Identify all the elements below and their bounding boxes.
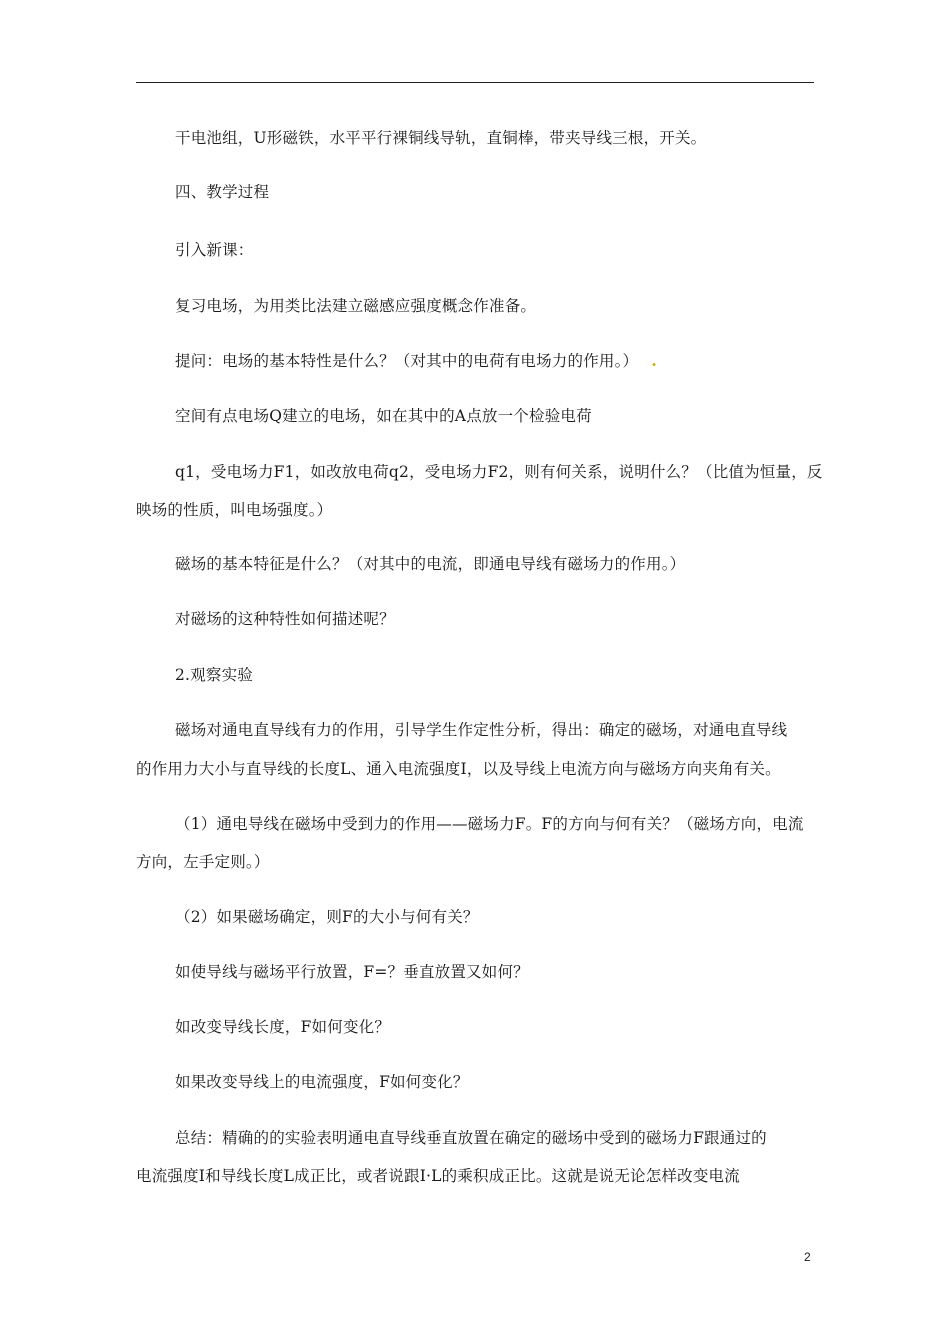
charge-force-question-line2: 映场的性质，叫电场强度。） <box>136 501 333 519</box>
charge-force-question-line1: q1，受电场力F1，如改放电荷q2，受电场力F2，则有何关系，说明什么？（比值为恒量，反 <box>175 463 823 481</box>
item-2: （2）如果磁场确定，则F的大小与何有关？ <box>175 908 479 926</box>
parallel-perpendicular-question: 如使导线与磁场平行放置，F=？垂直放置又如何？ <box>175 963 529 981</box>
intro-new-lesson: 引入新课： <box>175 241 254 259</box>
item-1-line1: （1）通电导线在磁场中受到力的作用——磁场力F。F的方向与何有关？（磁场方向，电流 <box>175 815 804 833</box>
magnetic-field-feature-question: 磁场的基本特征是什么？（对其中的电流，即通电导线有磁场力的作用。） <box>175 555 686 573</box>
current-change-question: 如果改变导线上的电流强度，F如何变化？ <box>175 1073 469 1091</box>
summary-line2: 电流强度I和导线长度L成正比，或者说跟I·L的乘积成正比。这就是说无论怎样改变电流 <box>136 1167 740 1185</box>
page-number: 2 <box>804 1250 811 1264</box>
describe-magnetic-field-question: 对磁场的这种特性如何描述呢？ <box>175 610 395 628</box>
length-change-question: 如改变导线长度，F如何变化？ <box>175 1018 391 1036</box>
question-text: 提问：电场的基本特性是什么？（对其中的电荷有电场力的作用。） <box>175 352 639 370</box>
question-electric-field-property <box>175 351 657 371</box>
review-electric-field: 复习电场，为用类比法建立磁感应强度概念作准备。 <box>175 297 537 315</box>
equipment-list: 干电池组，U形磁铁，水平平行裸铜线导轨，直铜棒，带夹导线三根，开关。 <box>175 129 707 147</box>
section-heading-teaching-process: 四、教学过程 <box>175 183 270 201</box>
summary-line1: 总结：精确的的实验表明通电直导线垂直放置在确定的磁场中受到的磁场力F跟通过的 <box>175 1129 767 1147</box>
yellow-mark: . <box>651 351 658 370</box>
experiment-analysis-line2: 的作用力大小与直导线的长度L、通入电流强度I，以及导线上电流方向与磁场方向夹角有关。 <box>136 760 781 778</box>
section-heading-observe-experiment: 2.观察实验 <box>175 666 253 684</box>
experiment-analysis-line1: 磁场对通电直导线有力的作用，引导学生作定性分析，得出：确定的磁场，对通电直导线 <box>175 721 788 739</box>
header-rule <box>136 82 814 83</box>
item-1-line2: 方向，左手定则。） <box>136 853 270 871</box>
point-charge-setup: 空间有点电场Q建立的电场，如在其中的A点放一个检验电荷 <box>175 407 592 425</box>
